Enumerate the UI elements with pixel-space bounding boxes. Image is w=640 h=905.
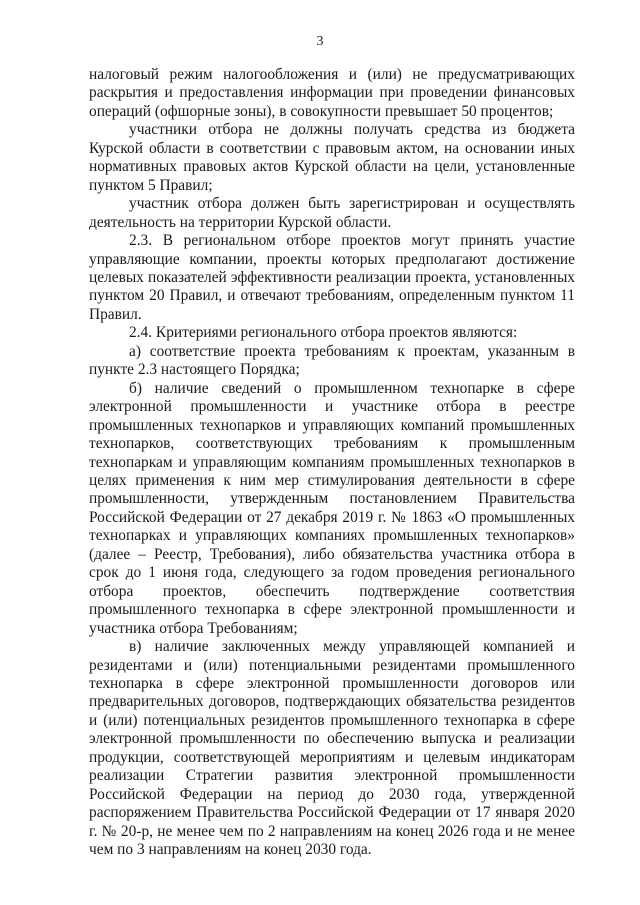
page-number: 3 xyxy=(316,34,324,49)
paragraph-2-4: 2.4. Критериями регионального отбора проектов являются: xyxy=(129,324,518,342)
paragraph-criterion-a: а) соответствие проекта требованиям к проектам, указанным в пункте 2.3 настоящего Порядка; xyxy=(89,342,575,379)
paragraph-budget-funds: участники отбора не должны получать средства из бюджета Курской области в соответствии с правовым актом, на основании иных нормативных правовых актов Курской области на цели, установленные пунктом 5 Правил; xyxy=(89,121,575,194)
paragraph-2-3: 2.3. В региональном отборе проектов могут принять участие управляющие компании, проекты которых предполагают достижение целевых показателей эффективности реализации проекта, установленных пунктом 20 Правил, и отвечают требованиям, определенным пунктом 11 Правил. xyxy=(89,232,575,323)
paragraph-registration: участник отбора должен быть зарегистрирован и осуществлять деятельность на территории Курской области. xyxy=(89,195,575,231)
paragraph-criterion-v: в) наличие заключенных между управляющей компанией и резидентами и (или) потенциальными резидентами промышленного технопарка в сфере электронной промышленности договоров или предварительных договоров, подтверждающих обязательства резидентов и (или) потенциальных резидентов промышленного технопарка в сфере электронной промышленности по обеспечению выпуска и реализации продукции, соответствующей мероприятиям и целевым индикаторам реализации Стратегии развития электронной промышленности Российской Федерации на период до 2030 года, утвержденной распоряжением Правительства Российской Федерации от 17 января 2020 г. № 20-р, не менее чем по 2 направлениям на конец 2026 года и не менее чем по 3 направлениям на конец 2030 года. xyxy=(89,638,575,859)
paragraph-criterion-b: б) наличие сведений о промышленном технопарке в сфере электронной промышленности и участнике отбора в реестре промышленных технопарков и управляющих компаний промышленных технопарков, соответствующих требованиям к промышленным технопаркам и управляющим компаниям промышленных технопарков в целях применения к ним мер стимулирования деятельности в сфере промышленности, утвержденным постановлением Правительства Российской Федерации от 27 декабря 2019 г. № 1863 «О промышленных технопарках и управляющих компаниях промышленных технопарков» (далее – Реестр, Требования), либо обязательства участника отбора в срок до 1 июня года, следующего за годом проведения регионального отбора проектов, обеспечить подтверждение соответствия промышленного технопарка в сфере электронной промышленности и участника отбора Требованиям; xyxy=(89,379,575,637)
paragraph-offshore-continuation: налоговый режим налогообложения и (или) не предусматривающих раскрытия и предоставления информации при проведении финансовых операций (офшорные зоны), в совокупности превышает 50 процентов; xyxy=(89,66,575,120)
document-body xyxy=(89,66,575,859)
